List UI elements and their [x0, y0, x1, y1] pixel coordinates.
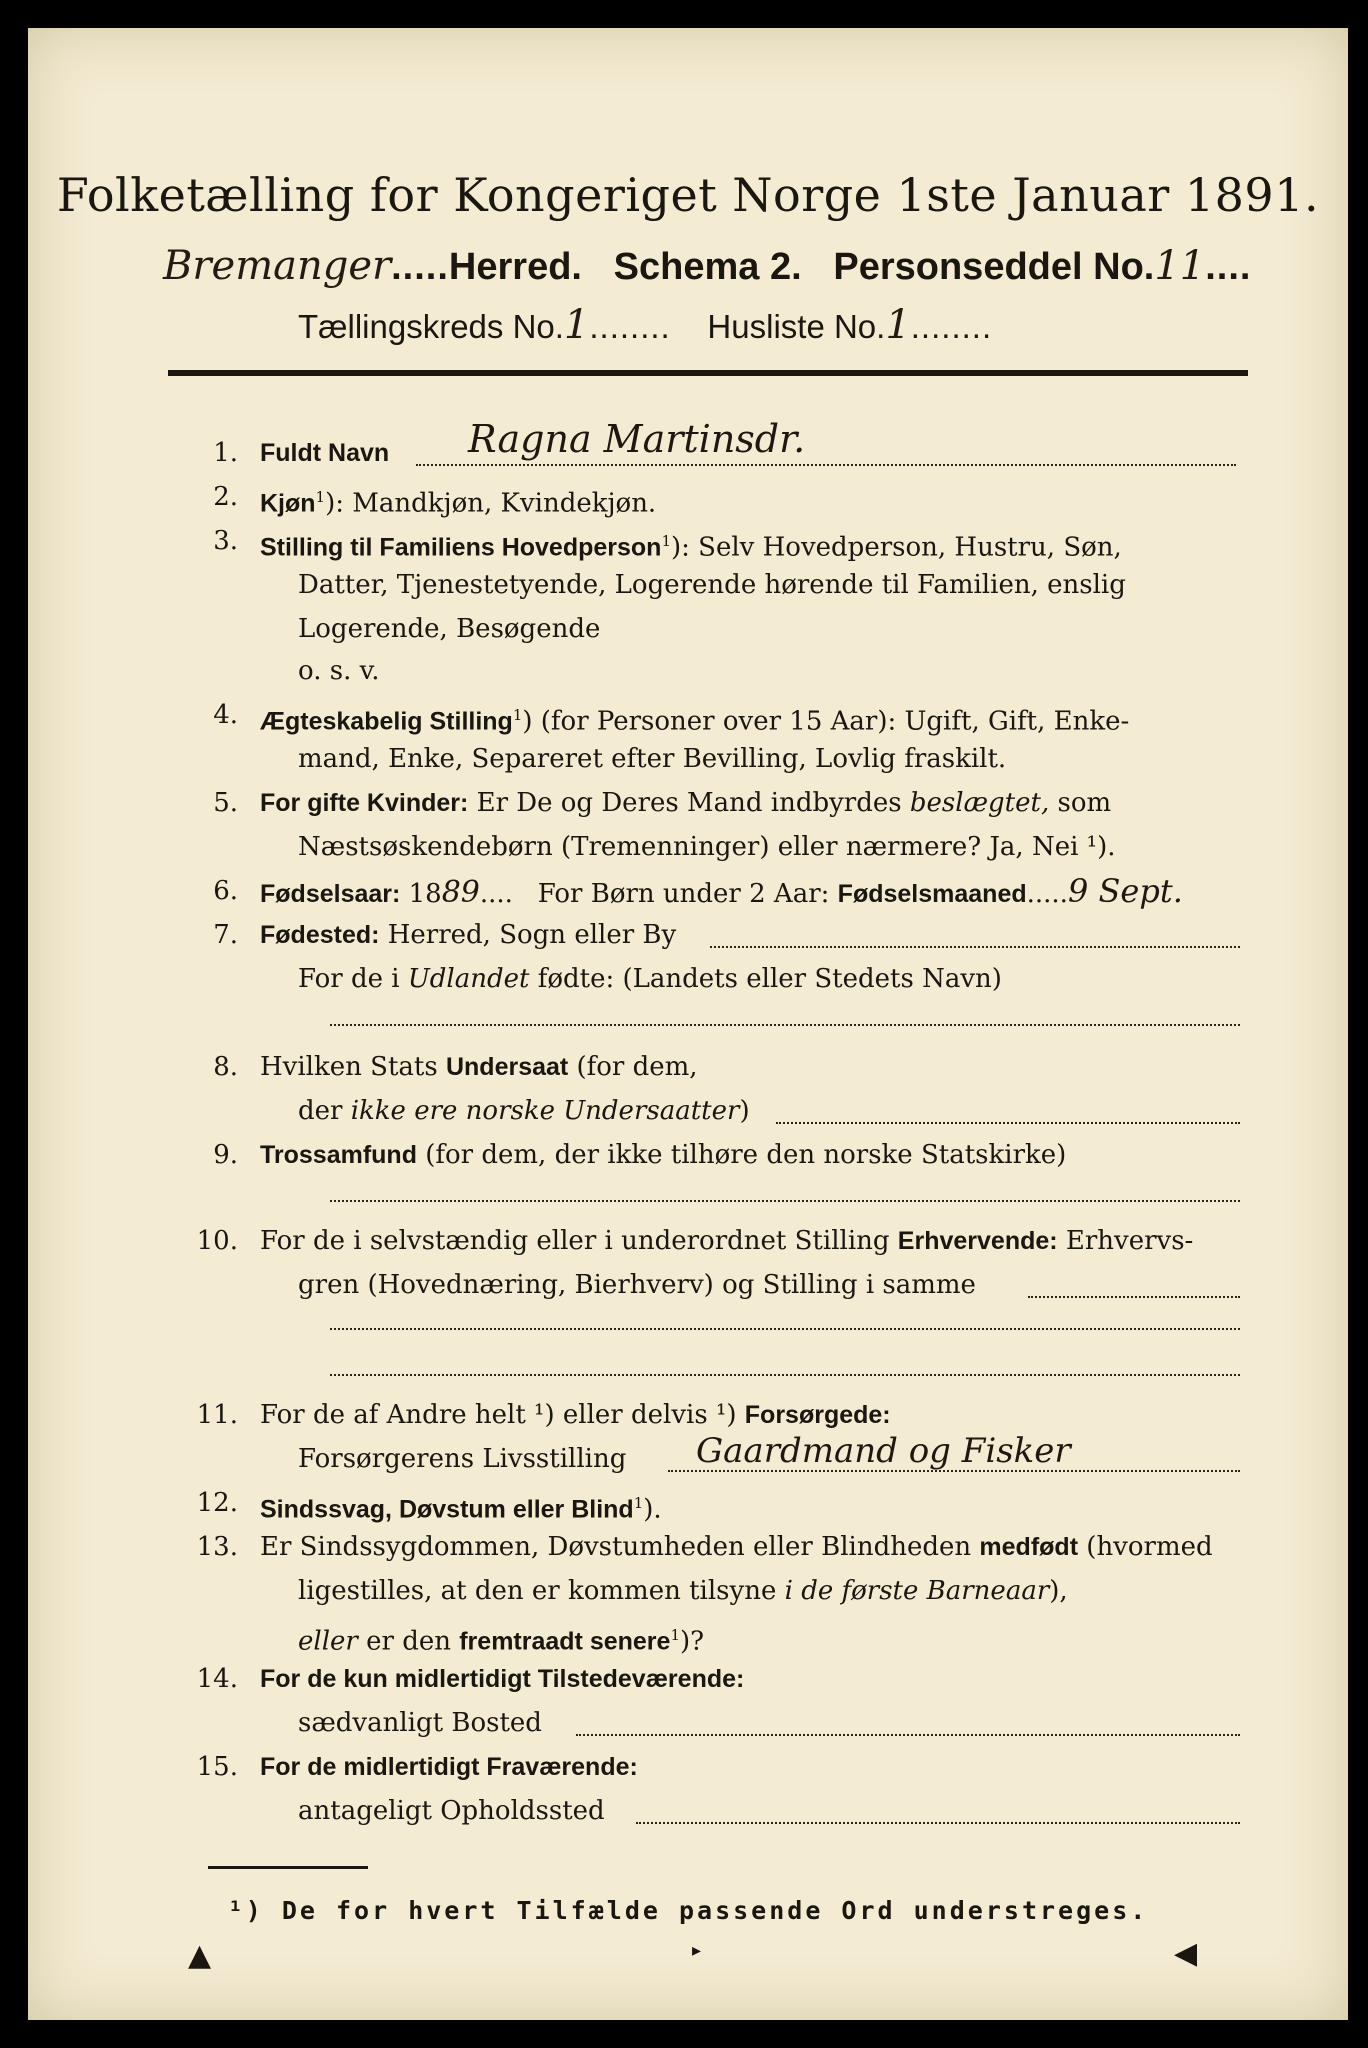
citizenship-line	[260, 1050, 698, 1084]
dotted-leader: .....	[391, 246, 449, 288]
question-number: 14.	[196, 1664, 238, 1694]
herred-value: Bremanger	[163, 243, 392, 289]
form-header-row	[163, 243, 1252, 289]
usual-residence-label: sædvanligt Bosted	[298, 1708, 542, 1738]
birth-month-intro: For Børn under 2 Aar:	[537, 879, 830, 909]
disability-line: Sindssvag, Døvstum eller Blind$^1$).	[260, 1494, 662, 1525]
birth-year-line	[260, 874, 1183, 911]
disability-label: Sindssvag, Døvstum eller Blind	[260, 1495, 634, 1524]
citizenship-text-2: der	[298, 1096, 343, 1126]
citizenship-text: Hvilken Stats	[260, 1052, 438, 1082]
dotted-fill	[776, 1122, 1240, 1124]
dotted-fill	[710, 946, 1240, 948]
dotted-fill	[636, 1822, 1240, 1824]
married-women-question: Er De og Deres Mand indbyrdes	[476, 788, 902, 818]
foreign-born-text: For de i	[298, 964, 400, 994]
form-title: Folketælling for Kongeriget Norge 1ste Januar 1891.	[56, 168, 1320, 222]
question-number: 15.	[196, 1752, 238, 1782]
temporary-present-label: For de kun midlertidigt Tilstedeværende:	[260, 1665, 745, 1693]
married-women-label: For gifte Kvinder:	[260, 789, 469, 817]
question-number: 10.	[196, 1226, 238, 1256]
probable-stay-label: antageligt Opholdssted	[298, 1796, 605, 1826]
dotted-fill	[330, 1328, 1240, 1330]
disability-onset-line-2: ligestilles, at den er kommen tilsyne i de første Barneaar),	[298, 1576, 1068, 1606]
husliste-value: 1	[885, 302, 911, 348]
citizenship-label: Undersaat	[445, 1053, 569, 1081]
footnote: ¹) De for hvert Tilfælde passende Ord understreges.	[227, 1896, 1149, 1925]
gender-label: Kjøn	[260, 489, 316, 518]
family-position-options-2: Datter, Tjenestetyende, Logerende hørende til Familien, enslig	[298, 570, 1126, 600]
gender-line: Kjøn$^1$): Mandkjøn, Kvindekjøn.	[260, 488, 657, 519]
question-number: 2.	[213, 482, 238, 512]
disability-onset-text-3: er den	[366, 1626, 451, 1657]
occupation-line	[260, 1224, 1193, 1258]
marital-status-label: Ægteskabelig Stilling	[260, 707, 513, 736]
dotted-leader: .....	[1026, 879, 1068, 909]
married-women-italic: beslægtet,	[909, 788, 1050, 818]
disability-onset-line	[260, 1530, 1213, 1564]
question-number: 3.	[213, 526, 238, 556]
dotted-leader: ....	[1205, 246, 1252, 288]
occupation-text-2: gren (Hovednæring, Bierhverv) og Stilling i samme	[298, 1270, 976, 1300]
family-position-line: Stilling til Familiens Hovedperson$^1$): Selv Hovedperson, Hustru, Søn,	[260, 532, 1122, 563]
religion-line	[260, 1138, 1066, 1172]
disability-onset-text-2: ligestilles, at den er kommen tilsyne	[298, 1576, 777, 1606]
foreign-born-text-end: fødte: (Landets eller Stedets Navn)	[537, 964, 1002, 994]
full-name-value: Ragna Martinsdr.	[468, 417, 806, 461]
gender-options: ): Mandkjøn, Kvindekjøn.	[325, 488, 657, 519]
disability-onset-label: medfødt	[979, 1533, 1079, 1561]
census-form-page	[28, 28, 1348, 2020]
foreign-born-italic: Udlandet	[407, 964, 530, 994]
question-number: 12.	[196, 1488, 238, 1518]
birthplace-line	[260, 918, 676, 952]
personseddel-label: Personseddel No.	[833, 246, 1155, 288]
birthplace-label: Fødested:	[260, 921, 380, 949]
personseddel-value: 11	[1154, 243, 1206, 289]
dotted-leader: ........	[589, 308, 671, 345]
family-position-label: Stilling til Familiens Hovedperson	[260, 533, 662, 562]
occupation-text: For de i selvstændig eller i underordnet Stilling	[260, 1226, 890, 1256]
disability-onset-line-3: eller er den fremtraadt senere$^1$)?	[298, 1626, 705, 1657]
dotted-fill	[330, 1374, 1240, 1376]
temporary-absent-label: For de midlertidigt Fraværende:	[260, 1753, 638, 1781]
religion-text: (for dem, der ikke tilhøre den norske Statskirke)	[425, 1140, 1067, 1170]
disability-onset-italic-2: eller	[298, 1626, 358, 1657]
citizenship-line-2: der ikke ere norske Undersaatter)	[298, 1096, 750, 1126]
question-number: 11.	[196, 1400, 238, 1430]
disability-onset-text-end: (hvormed	[1086, 1532, 1213, 1562]
question-number: 8.	[213, 1052, 238, 1082]
provider-occupation-label: Forsørgerens Livsstilling	[298, 1444, 627, 1474]
question-number: 5.	[213, 788, 238, 818]
family-position-options-4: o. s. v.	[298, 656, 380, 686]
header-rule	[168, 370, 1248, 376]
citizenship-italic: ikke ere norske Undersaatter	[350, 1096, 740, 1126]
taellingskreds-value: 1	[563, 302, 590, 348]
question-number: 1.	[213, 438, 238, 468]
married-women-question-2: Næstsøskendebørn (Tremenninger) eller nærmere? Ja, Nei ¹).	[298, 832, 1116, 862]
disability-onset-text: Er Sindssygdommen, Døvstumheden eller Blindheden	[260, 1532, 972, 1562]
birth-month-value: 9 Sept.	[1067, 872, 1183, 910]
foreign-born-line	[298, 962, 1002, 996]
schema-label: Schema 2.	[613, 246, 802, 288]
footnote-rule	[208, 1866, 368, 1869]
citizenship-text-end: (for dem,	[576, 1052, 698, 1082]
dotted-fill	[330, 1024, 1240, 1026]
occupation-label: Erhvervende:	[897, 1227, 1058, 1255]
disability-end: ).	[643, 1494, 662, 1525]
occupation-text-end: Erhvervs-	[1065, 1226, 1194, 1256]
family-position-options-3: Logerende, Besøgende	[298, 614, 601, 644]
dotted-fill	[416, 464, 1236, 466]
disability-onset-label-2: fremtraadt senere	[459, 1627, 671, 1656]
question-number: 4.	[213, 700, 238, 730]
question-number: 7.	[213, 920, 238, 950]
marital-status-options-2: mand, Enke, Separeret efter Bevilling, Lovlig fraskilt.	[298, 744, 1007, 774]
dotted-fill	[330, 1200, 1240, 1202]
dotted-leader: ........	[910, 308, 993, 345]
dotted-leader: ....	[479, 879, 513, 909]
marital-status-options: ) (for Personer over 15 Aar): Ugift, Gift, Enke-	[522, 706, 1130, 737]
disability-onset-end: )?	[680, 1626, 705, 1657]
birth-month-label: Fødselsmaaned	[837, 880, 1027, 908]
disability-onset-italic: i de første Barneaar	[784, 1576, 1050, 1606]
married-women-line	[260, 786, 1111, 820]
herred-label: Herred.	[448, 246, 582, 288]
religion-label: Trossamfund	[260, 1141, 417, 1169]
form-subheader-row	[298, 302, 992, 348]
question-number: 6.	[213, 876, 238, 906]
full-name-label: Fuldt Navn	[260, 439, 390, 467]
birth-year-label: Fødselsaar:	[260, 880, 401, 908]
dependent-label: Forsørgede:	[744, 1401, 891, 1429]
married-women-question-end: som	[1057, 788, 1112, 818]
center-mark: ▸	[692, 1940, 702, 1961]
marital-status-line: Ægteskabelig Stilling$^1$) (for Personer over 15 Aar): Ugift, Gift, Enke-	[260, 706, 1130, 737]
dotted-fill	[576, 1734, 1240, 1736]
birth-year-prefix: 18	[408, 879, 442, 909]
birthplace-options: Herred, Sogn eller By	[387, 920, 677, 950]
provider-occupation-value: Gaardmand og Fisker	[696, 1431, 1071, 1471]
dependent-text: For de af Andre helt ¹) eller delvis ¹)	[260, 1400, 737, 1430]
birth-year-value: 89	[441, 875, 480, 910]
corner-mark-left: ▲	[188, 1938, 212, 1973]
question-number: 9.	[213, 1140, 238, 1170]
husliste-label: Husliste No.	[707, 308, 886, 345]
taellingskreds-label: Tællingskreds No.	[298, 308, 564, 345]
corner-mark-right: ◀	[1174, 1936, 1198, 1971]
dependent-line	[260, 1398, 891, 1432]
family-position-options: ): Selv Hovedperson, Hustru, Søn,	[671, 532, 1122, 563]
dotted-fill	[1028, 1296, 1240, 1298]
question-number: 13.	[196, 1532, 238, 1562]
